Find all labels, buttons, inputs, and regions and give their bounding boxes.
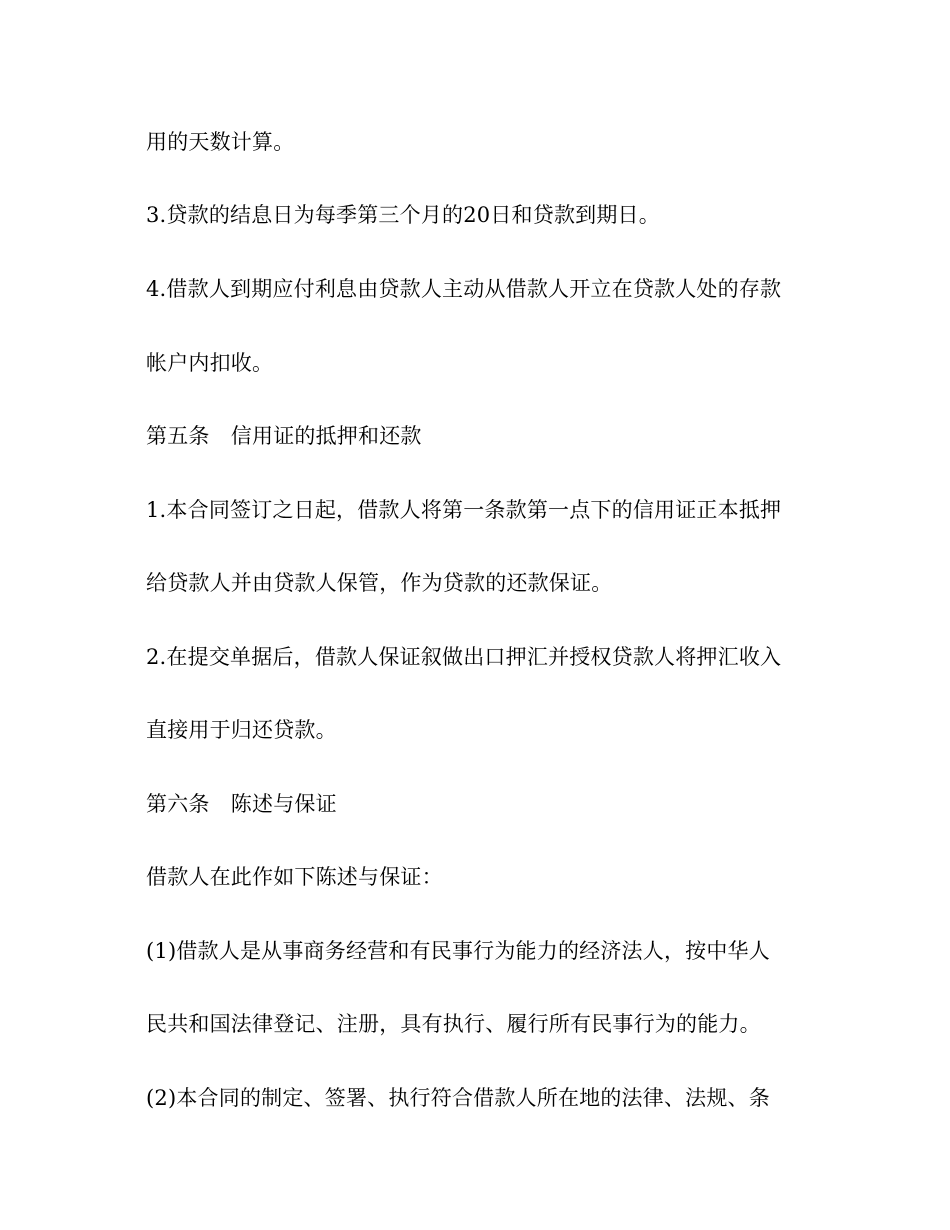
section-heading: 第五条 信用证的抵押和还款 [146,424,422,448]
text-line: 给贷款人并由贷款人保管，作为贷款的还款保证。 [146,571,613,595]
text-line: 用的天数计算。 [146,130,295,154]
text-line: 直接用于归还贷款。 [146,718,337,742]
text-line: 帐户内扣收。 [146,351,274,375]
text-line: 民共和国法律登记、注册，具有执行、履行所有民事行为的能力。 [146,1012,761,1036]
text-line: 2.在提交单据后，借款人保证叙做出口押汇并授权贷款人将押汇收入 [146,645,782,669]
section-heading: 第六条 陈述与保证 [146,792,337,816]
text-line: (2)本合同的制定、签署、执行符合借款人所在地的法律、法规、条 [146,1086,770,1110]
text-line: 3.贷款的结息日为每季第三个月的20日和贷款到期日。 [146,203,660,227]
text-line: (1)借款人是从事商务经营和有民事行为能力的经济法人，按中华人 [146,939,770,963]
text-line: 4.借款人到期应付利息由贷款人主动从借款人开立在贷款人处的存款 [146,277,782,301]
text-line: 1.本合同签订之日起，借款人将第一条款第一点下的信用证正本抵押 [146,498,782,522]
text-line: 借款人在此作如下陈述与保证： [146,865,443,889]
